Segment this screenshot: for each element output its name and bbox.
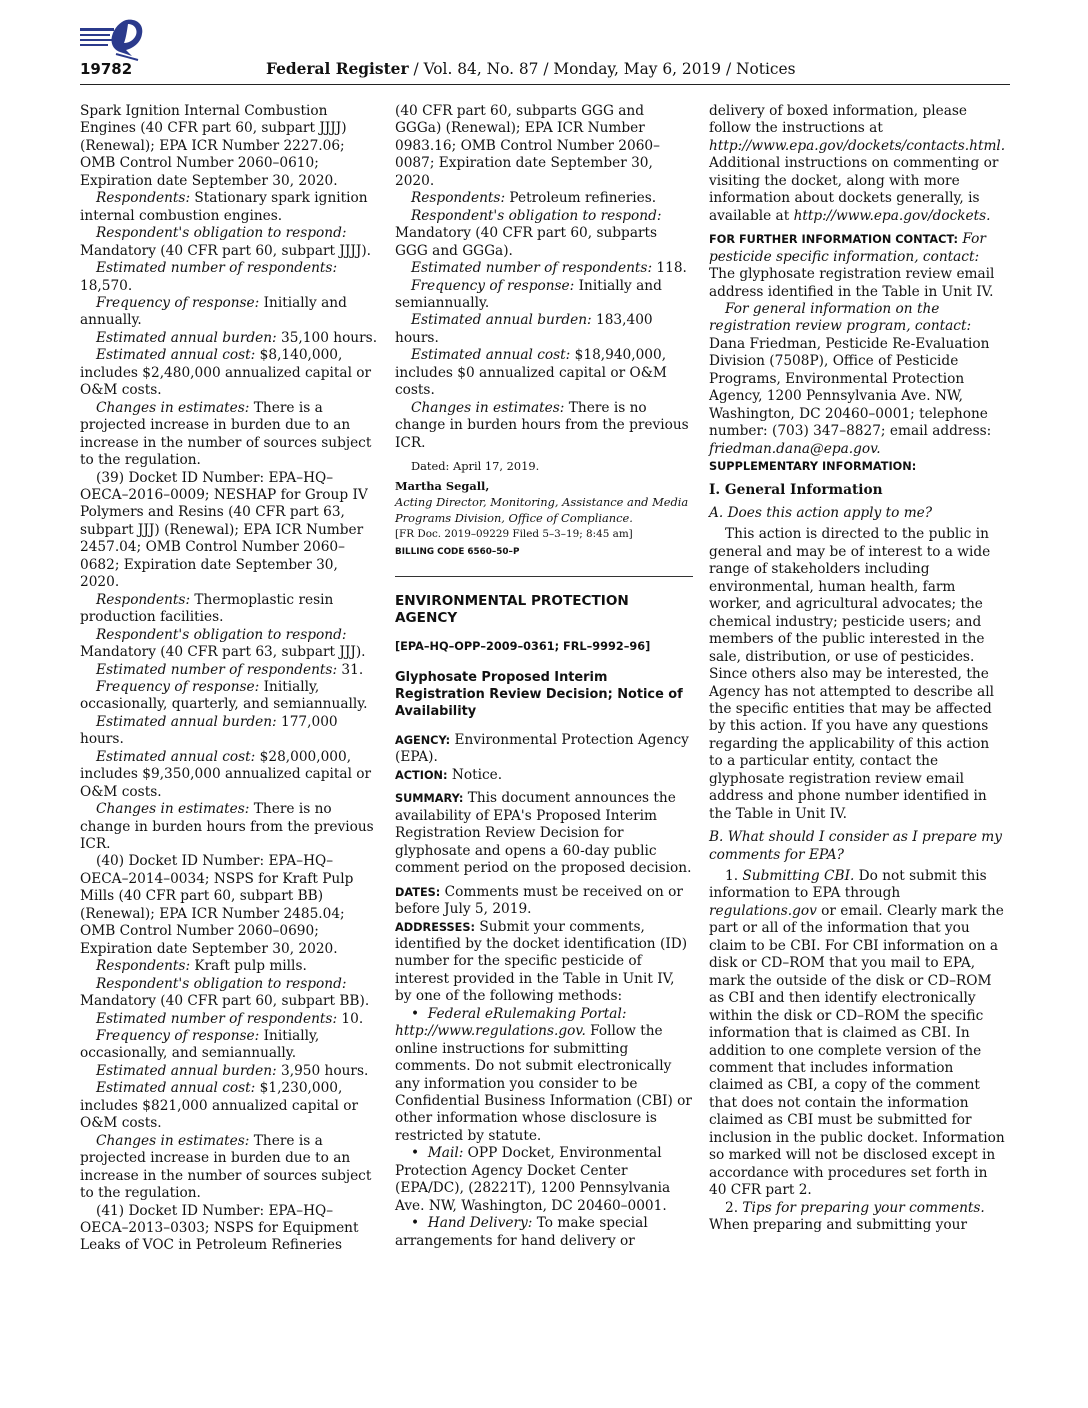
list-paragraph: Estimated annual cost: $18,940,000, includes $0 annualized capital or O&M costs.: [395, 347, 667, 399]
issue-info: / Vol. 84, No. 87 / Monday, May 6, 2019 / Notices: [408, 60, 796, 78]
email-link[interactable]: friedman.dana@epa.gov.: [709, 440, 881, 457]
docket-line: [EPA–HQ–OPP–2009–0361; FRL–9992–96]: [395, 639, 651, 653]
list-paragraph: (39) Docket ID Number: EPA–HQ–OECA–2016–0009; NESHAP for Group IV Polymers and Resins (40 CFR part 63, subpart JJJ) (Renewal); EPA ICR Number 2457.04; OMB Control Number 2060–0682; Expiration date September 30, 2020.: [80, 469, 368, 591]
general-info-contact: For general information on the registration review program, contact: Dana Friedman, Pesticide Re-Evaluation Division (7508P), Office of Pesticide Programs, Environmental Protection Agency, 1200 Pennsylvania Ave. NW, Washington, DC 20460–0001; telephone number: (703) 347–8827; email address: friedman.dana@epa.gov.: [709, 300, 992, 457]
list-paragraph: Estimated number of respondents: 31.: [96, 661, 364, 678]
section-heading-general: I. General Information: [709, 481, 883, 498]
agency-line: AGENCY: Environmental Protection Agency (EPA).: [395, 731, 689, 766]
list-paragraph: (40) Docket ID Number: EPA–HQ–OECA–2014–0034; NSPS for Kraft Pulp Mills (40 CFR part 60, subpart BB) (Renewal); EPA ICR Number 2485.04; OMB Control Number 2060–0690; Expiration date September 30, 2020.: [80, 853, 354, 957]
list-paragraph: Estimated annual burden: 183,400 hours.: [395, 312, 653, 346]
list-paragraph: Estimated number of respondents: 118.: [411, 260, 687, 277]
list-paragraph: Respondent's obligation to respond: Mandatory (40 CFR part 60, subpart BB).: [80, 975, 370, 1010]
contacts-link[interactable]: http://www.epa.gov/dockets/contacts.html.: [709, 137, 1006, 154]
running-head: [266, 60, 796, 78]
addresses-paragraph: ADDRESSES: Submit your comments, identified by the docket identification (ID) number for the specific pesticide of interest provided in the Table in Unit IV, by one of the following methods:: [395, 918, 688, 1005]
list-paragraph: Estimated annual burden: 35,100 hours.: [96, 329, 378, 346]
list-paragraph: Respondent's obligation to respond: Mandatory (40 CFR part 63, subpart JJJ).: [80, 626, 366, 661]
page-number: 19782: [80, 60, 133, 78]
tips-paragraph: 2. Tips for preparing your comments. When preparing and submitting your: [709, 1199, 985, 1234]
dated-line: Dated: April 17, 2019.: [411, 459, 540, 474]
agency-title: ENVIRONMENTAL PROTECTION AGENCY: [395, 592, 629, 627]
signer-title: Acting Director, Monitoring, Assistance and Media Programs Division, Office of Compliance.: [395, 495, 689, 526]
bullet-hand-delivery: • Hand Delivery: To make special arrangements for hand delivery or: [395, 1215, 648, 1249]
list-paragraph: Spark Ignition Internal Combustion Engines (40 CFR part 60, subpart JJJJ) (Renewal); EPA ICR Number 2227.06; OMB Control Number 2060–0610; Expiration date September 30, 2020.: [80, 103, 347, 189]
document-title: Glyphosate Proposed Interim Registration Review Decision; Notice of Availability: [395, 669, 683, 719]
column-3: [709, 103, 1007, 1235]
list-paragraph: Frequency of response: Initially and semiannually.: [395, 277, 662, 311]
signer-name: Martha Segall,: [395, 479, 490, 494]
column-2: [395, 103, 693, 1250]
section-a-text: This action is directed to the public in general and may be of interest to a wide range of stakeholders including environmental, human health, farm worker, and agricultural advocates; the chemical industry; pesticide users; and members of the public interested in the sale, distribution, or use of pesticides. Since others also may be interested, the Agency has not attempted to describe all the specific entities that may be affected by this action. If you have any questions regarding the applicability of this action to a particular entity, contact the glyphosate registration review email address and phone number identified in the Table in Unit IV.: [709, 526, 994, 822]
action-line: ACTION: Notice.: [395, 766, 503, 783]
subsection-heading-b: B. What should I consider as I prepare my comments for EPA?: [709, 829, 1003, 863]
list-paragraph: Frequency of response: Initially, occasionally, quarterly, and semiannually.: [80, 678, 368, 713]
summary-paragraph: SUMMARY: This document announces the availability of EPA's Proposed Interim Registration Review Decision for glyphosate and opens a 60-day public comment period on the proposed decision.: [395, 790, 692, 877]
further-info-contact: FOR FURTHER INFORMATION CONTACT: For pesticide specific information, contact: The glyphosate registration review email address identified in the Table in Unit IV.: [709, 231, 995, 300]
billing-code: BILLING CODE 6560–50–P: [395, 547, 520, 558]
list-paragraph: Respondents: Stationary spark ignition internal combustion engines.: [80, 190, 368, 224]
list-paragraph: Respondents: Thermoplastic resin production facilities.: [80, 591, 334, 626]
list-paragraph: Respondents: Kraft pulp mills.: [96, 958, 307, 975]
gpo-authenticated-logo: [80, 16, 148, 62]
bullet-mail: • Mail: OPP Docket, Environmental Protection Agency Docket Center (EPA/DC), (28221T), 1200 Pennsylvania Ave. NW, Washington, DC 20460–0001.: [395, 1145, 671, 1214]
cbi-paragraph: 1. Submitting CBI. Do not submit this information to EPA through regulations.gov or email. Clearly mark the part or all of the information that you claim to be CBI. For CBI information on a disk or CD–ROM that you mail to EPA, mark the outside of the disk or CD–ROM as CBI and then identify electronically within the disk or CD–ROM the specific information that is claimed as CBI. In addition to one complete version of the comment that includes information claimed as CBI, a copy of the comment that does not contain the information claimed as CBI must be submitted for inclusion in the public docket. Information so marked will not be disclosed except in accordance with procedures set forth in 40 CFR part 2.: [709, 868, 1005, 1199]
icr-continuation: [395, 103, 693, 452]
header-rule: [80, 84, 1010, 85]
list-paragraph: Estimated annual cost: $1,230,000, includes $821,000 annualized capital or O&M costs.: [80, 1080, 359, 1132]
dockets-link[interactable]: http://www.epa.gov/dockets.: [793, 207, 991, 224]
list-paragraph: Changes in estimates: There is no change in burden hours from the previous ICR.: [395, 399, 689, 451]
list-paragraph: Estimated annual cost: $28,000,000, includes $9,350,000 annualized capital or O&M costs.: [80, 748, 372, 800]
supplementary-heading: SUPPLEMENTARY INFORMATION:: [709, 460, 917, 474]
list-paragraph: Changes in estimates: There is a projected increase in burden due to an increase in the number of sources subject to the regulation.: [80, 399, 372, 469]
list-paragraph: Respondents: Petroleum refineries.: [411, 190, 657, 207]
list-paragraph: Changes in estimates: There is no change in burden hours from the previous ICR.: [80, 801, 374, 853]
journal-name: Federal Register: [266, 60, 409, 78]
list-paragraph: Respondent's obligation to respond: Mandatory (40 CFR part 60, subpart JJJJ).: [80, 225, 372, 259]
page-header: [80, 60, 1010, 84]
docket-instructions: delivery of boxed information, please follow the instructions at http://www.epa.gov/dockets/contacts.html. Additional instructions on commenting or visiting the docket, along with more information about dockets generally, is available at http://www.epa.gov/dockets.: [709, 103, 1006, 224]
list-paragraph: Estimated number of respondents: 18,570.: [80, 260, 338, 294]
list-paragraph: Estimated annual burden: 177,000 hours.: [80, 713, 338, 748]
list-paragraph: Estimated annual burden: 3,950 hours.: [96, 1062, 369, 1079]
list-paragraph: Estimated annual cost: $8,140,000, includes $2,480,000 annualized capital or O&M costs.: [80, 347, 372, 399]
subsection-heading-a: A. Does this action apply to me?: [709, 504, 933, 521]
list-paragraph: Estimated number of respondents: 10.: [96, 1010, 364, 1027]
list-paragraph: Frequency of response: Initially and annually.: [80, 294, 347, 329]
list-paragraph: Respondent's obligation to respond: Mandatory (40 CFR part 60, subparts GGG and GGGa).: [395, 207, 662, 259]
list-paragraph: Frequency of response: Initially, occasionally, and semiannually.: [80, 1028, 320, 1062]
section-rule: [395, 576, 693, 577]
bullet-erulemaking: • Federal eRulemaking Portal: http://www.regulations.gov. Follow the online instructions for submitting comments. Do not submit electronically any information you consider to be Confidential Business Information (CBI) or other information whose disclosure is restricted by statute.: [395, 1005, 692, 1144]
dates-paragraph: DATES: Comments must be received on or before July 5, 2019.: [395, 883, 683, 918]
fr-doc-line: [FR Doc. 2019–09229 Filed 5–3–19; 8:45 am]: [395, 528, 633, 541]
list-paragraph: Changes in estimates: There is a projected increase in burden due to an increase in the number of sources subject to the regulation.: [80, 1132, 372, 1202]
column-1: [80, 103, 378, 1255]
list-paragraph: (41) Docket ID Number: EPA–HQ–OECA–2013–0303; NSPS for Equipment Leaks of VOC in Petroleum Refineries: [80, 1202, 359, 1254]
list-paragraph: (40 CFR part 60, subparts GGG and GGGa) (Renewal); EPA ICR Number 0983.16; OMB Control Number 2060–0087; Expiration date September 30, 2020.: [395, 103, 660, 189]
